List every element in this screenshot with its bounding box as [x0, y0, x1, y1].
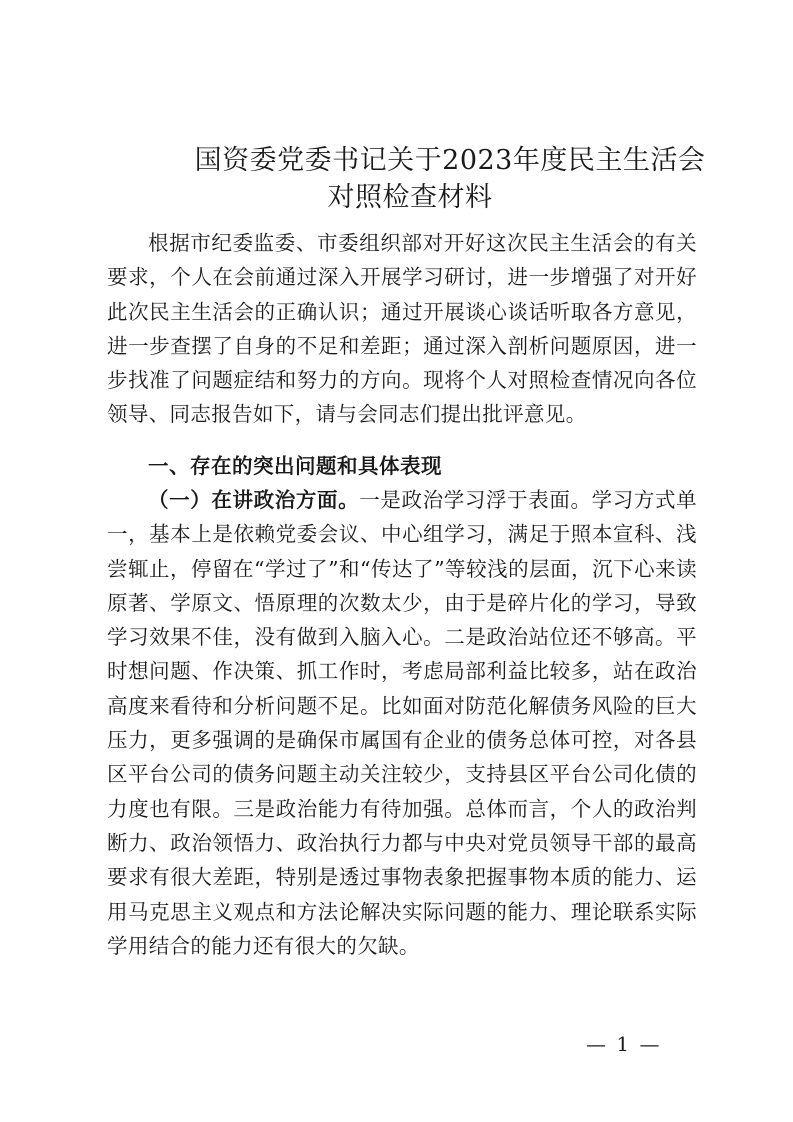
document-title-line-1: 国资委党委书记关于2023年度民主生活会 [194, 145, 706, 176]
subsection-paragraph [107, 483, 697, 963]
intro-paragraph: 根据市纪委监委、市委组织部对开好这次民主生活会的有关要求，个人在会前通过深入开展学习研讨，进一步增强了对开好此次民主生活会的正确认识；通过开展谈心谈话听取各方意见，进一步查摆了自身的不足和差距；通过深入剖析问题原因，进一步找准了问题症结和努力的方向。现将个人对照检查情况向各位领导、同志报告如下，请与会同志们提出批评意见。 [107, 231, 697, 427]
document-title-line-2: 对照检查材料 [327, 182, 493, 213]
page-number: — 1 — [586, 1032, 662, 1056]
subsection-body: 一是政治学习浮于表面。学习方式单一，基本上是依赖党委会议、中心组学习，满足于照本宣科、浅尝辄止，停留在“学过了”和“传达了”等较浅的层面，沉下心来读原著、学原文、悟原理的次数太少，由于是碎片化的学习，导致学习效果不佳，没有做到入脑入心。二是政治站位还不够高。平时想问题、作决策、抓工作时，考虑局部利益比较多，站在政治高度来看待和分析问题不足。比如面对防范化解债务风险的巨大压力，更多强调的是确保市属国有企业的债务总体可控，对各县区平台公司的债务问题主动关注较少，支持县区平台公司化债的力度也有限。三是政治能力有待加强。总体而言，个人的政治判断力、政治领悟力、政治执行力都与中央对党员领导干部的最高要求有很大差距，特别是透过事物表象把握事物本质的能力、运用马克思主义观点和方法论解决实际问题的能力、理论联系实际学用结合的能力还有很大的欠缺。 [107, 488, 697, 958]
subsection-lead: （一）在讲政治方面。 [148, 488, 360, 512]
section-heading: 一、存在的突出问题和具体表现 [148, 454, 442, 478]
